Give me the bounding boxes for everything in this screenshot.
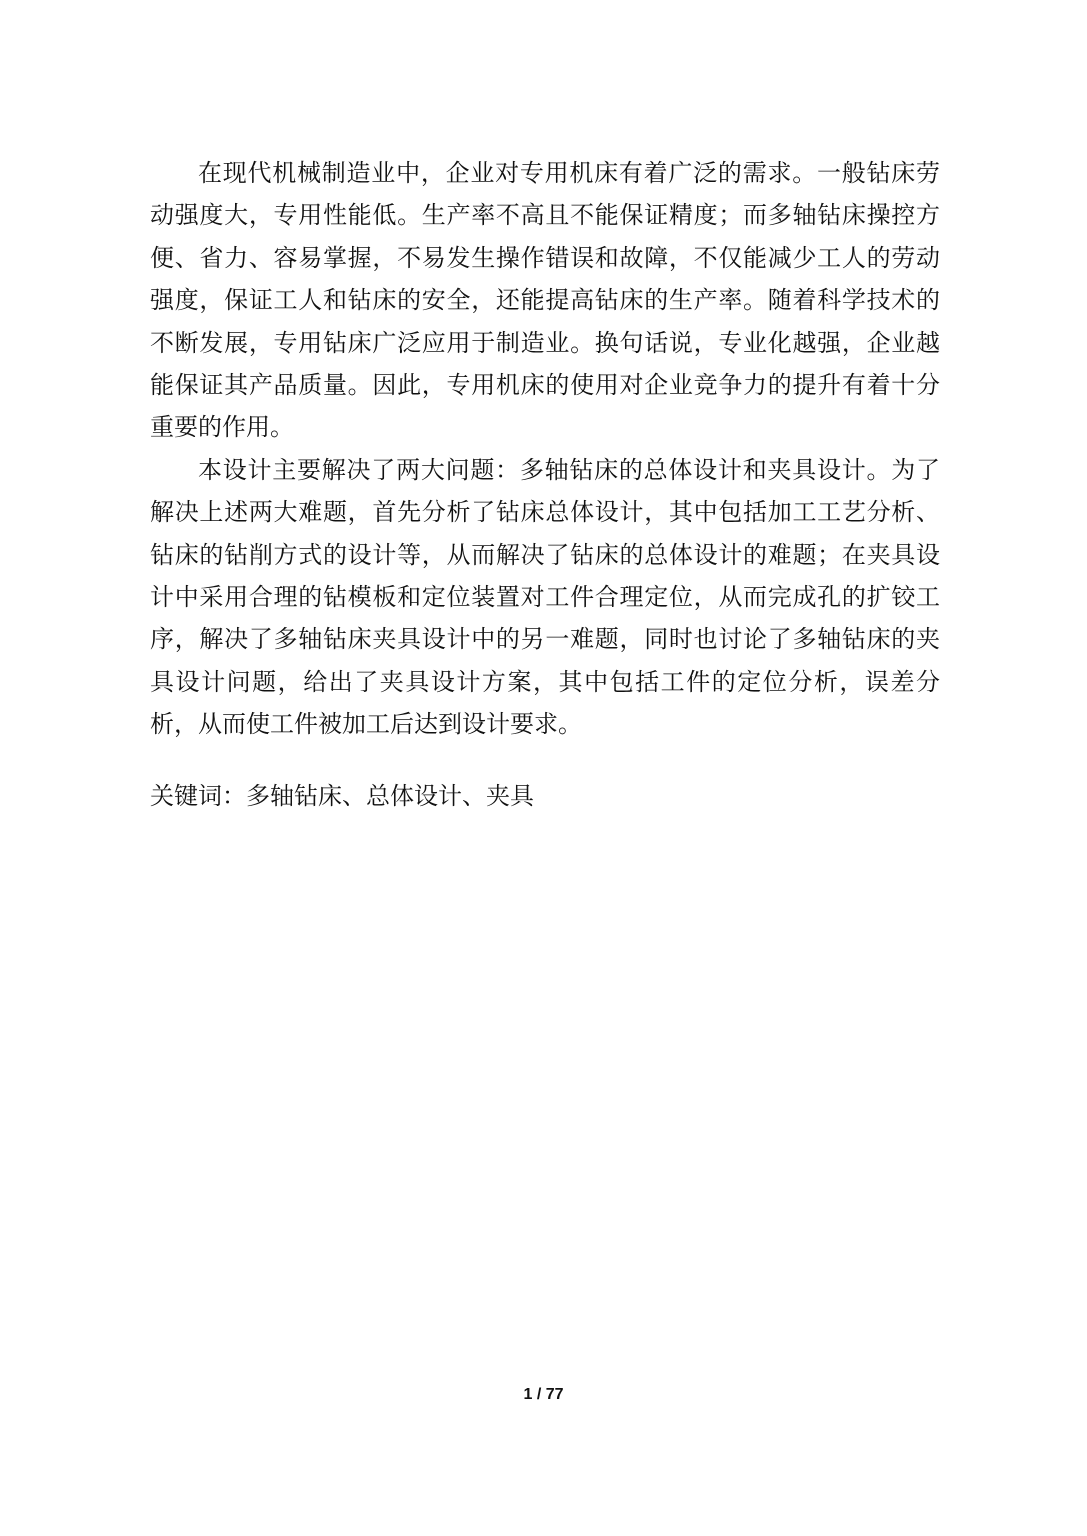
body-paragraph-1: 在现代机械制造业中，企业对专用机床有着广泛的需求。一般钻床劳动强度大，专用性能低。生产率不高且不能保证精度；而多轴钻床操控方便、省力、容易掌握，不易发生操作错误和故障，不仅能减少工人的劳动强度，保证工人和钻床的安全，还能提高钻床的生产率。随着科学技术的不断发展，专用钻床广泛应用于制造业。换句话说，专业化越强，企业越能保证其产品质量。因此，专用机床的使用对企业竞争力的提升有着十分重要的作用。 (150, 159, 940, 442)
keywords-label: 关键词： (150, 781, 246, 810)
page-number: 1 / 77 (523, 1386, 564, 1403)
page-body (150, 152, 940, 816)
body-paragraph-2: 本设计主要解决了两大问题：多轴钻床的总体设计和夹具设计。为了解决上述两大难题，首先分析了钻床总体设计，其中包括加工工艺分析、钻床的钻削方式的设计等，从而解决了钻床的总体设计的难题；在夹具设计中采用合理的钻模板和定位装置对工件合理定位，从而完成孔的扩铰工序，解决了多轴钻床夹具设计中的另一难题，同时也讨论了多轴钻床的夹具设计问题，给出了夹具设计方案，其中包括工件的定位分析，误差分析，从而使工件被加工后达到设计要求。 (150, 455, 940, 739)
keywords-value: 多轴钻床、总体设计、夹具 (246, 781, 534, 810)
keywords-line (150, 776, 940, 816)
